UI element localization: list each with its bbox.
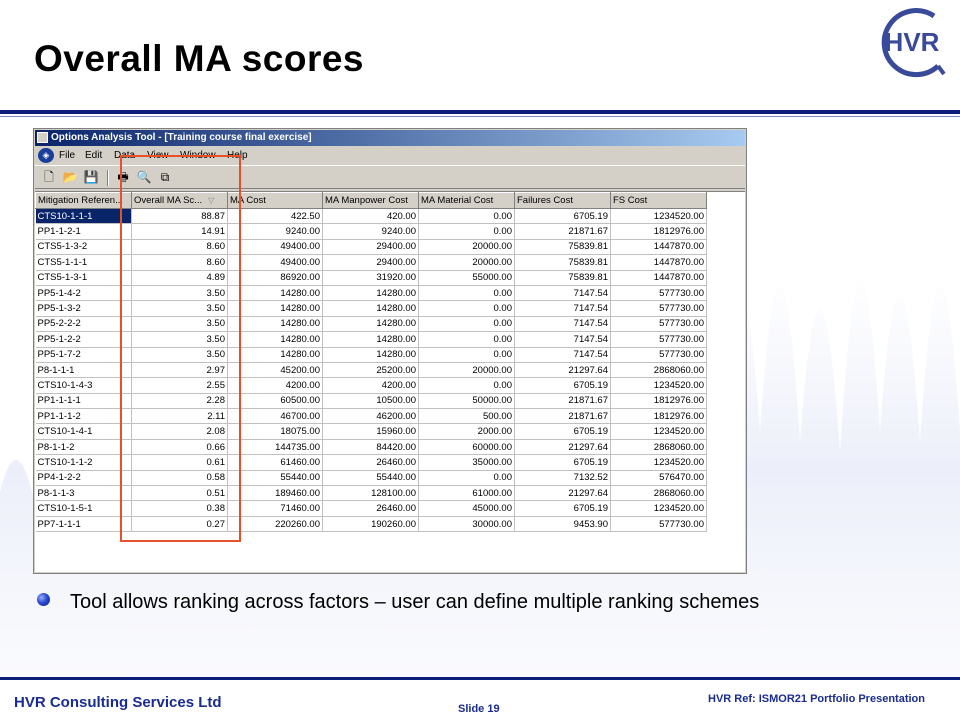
- value-cell[interactable]: 4200.00: [323, 378, 419, 393]
- mitigation-reference-cell[interactable]: PP1-1-1-1: [36, 393, 132, 408]
- table-row[interactable]: [36, 470, 707, 485]
- app-menu-icon[interactable]: ◈: [38, 148, 54, 163]
- table-row[interactable]: [36, 224, 707, 239]
- mitigation-reference-cell[interactable]: CTS10-1-1-1: [36, 209, 132, 224]
- value-cell[interactable]: 0.00: [419, 209, 515, 224]
- window-icon: [37, 132, 48, 143]
- slide-title: Overall MA scores: [34, 38, 365, 79]
- value-cell[interactable]: 21297.64: [515, 486, 611, 501]
- copy-icon[interactable]: ⧉: [160, 170, 170, 184]
- value-cell[interactable]: 49400.00: [228, 255, 323, 270]
- value-cell[interactable]: 20000.00: [419, 239, 515, 254]
- menu-window[interactable]: Window: [180, 150, 216, 161]
- value-cell[interactable]: 46200.00: [323, 409, 419, 424]
- value-cell[interactable]: 144735.00: [228, 439, 323, 454]
- value-cell[interactable]: 55440.00: [228, 470, 323, 485]
- value-cell[interactable]: 577730.00: [611, 316, 707, 331]
- value-cell[interactable]: 6705.19: [515, 501, 611, 516]
- mitigation-reference-cell[interactable]: PP4-1-2-2: [36, 470, 132, 485]
- value-cell[interactable]: 500.00: [419, 409, 515, 424]
- value-cell[interactable]: 4200.00: [228, 378, 323, 393]
- value-cell[interactable]: 4.89: [132, 270, 228, 285]
- table-row[interactable]: [36, 409, 707, 424]
- value-cell[interactable]: 0.27: [132, 516, 228, 531]
- column-header[interactable]: [323, 193, 419, 209]
- value-cell[interactable]: 7132.52: [515, 470, 611, 485]
- menu-edit[interactable]: Edit: [85, 150, 103, 161]
- mitigation-reference-cell[interactable]: PP5-1-3-2: [36, 301, 132, 316]
- menu-help[interactable]: Help: [227, 150, 248, 161]
- value-cell[interactable]: 21297.64: [515, 439, 611, 454]
- value-cell[interactable]: 6705.19: [515, 378, 611, 393]
- value-cell[interactable]: 577730.00: [611, 285, 707, 300]
- toolbar: [35, 165, 745, 189]
- value-cell[interactable]: 3.50: [132, 285, 228, 300]
- value-cell[interactable]: 14280.00: [323, 347, 419, 362]
- value-cell[interactable]: 0.00: [419, 316, 515, 331]
- open-icon[interactable]: 📂: [62, 170, 78, 184]
- value-cell[interactable]: 9240.00: [228, 224, 323, 239]
- value-cell[interactable]: 1447870.00: [611, 239, 707, 254]
- value-cell[interactable]: 14280.00: [228, 332, 323, 347]
- bullet-icon: [37, 593, 50, 606]
- value-cell[interactable]: 46700.00: [228, 409, 323, 424]
- value-cell[interactable]: 0.00: [419, 347, 515, 362]
- mitigation-reference-cell[interactable]: P8-1-1-1: [36, 362, 132, 377]
- value-cell[interactable]: 577730.00: [611, 332, 707, 347]
- value-cell[interactable]: 7147.54: [515, 301, 611, 316]
- value-cell[interactable]: 15960.00: [323, 424, 419, 439]
- value-cell[interactable]: 6705.19: [515, 455, 611, 470]
- value-cell[interactable]: 1812976.00: [611, 409, 707, 424]
- value-cell[interactable]: 9453.90: [515, 516, 611, 531]
- value-cell[interactable]: 14280.00: [228, 347, 323, 362]
- top-rule: [0, 110, 960, 114]
- column-header[interactable]: [419, 193, 515, 209]
- column-header[interactable]: [515, 193, 611, 209]
- value-cell[interactable]: 2.55: [132, 378, 228, 393]
- column-header-label: MA Cost: [230, 195, 266, 206]
- menu-file[interactable]: File: [59, 150, 76, 161]
- table-row[interactable]: [36, 301, 707, 316]
- value-cell[interactable]: 86920.00: [228, 270, 323, 285]
- value-cell[interactable]: 2000.00: [419, 424, 515, 439]
- table-row[interactable]: [36, 362, 707, 377]
- print-icon[interactable]: 🖶: [117, 170, 129, 184]
- value-cell[interactable]: 577730.00: [611, 301, 707, 316]
- value-cell[interactable]: 2868060.00: [611, 439, 707, 454]
- value-cell[interactable]: 29400.00: [323, 255, 419, 270]
- value-cell[interactable]: 26460.00: [323, 501, 419, 516]
- mitigation-reference-cell[interactable]: P8-1-1-2: [36, 439, 132, 454]
- mitigation-reference-cell[interactable]: PP7-1-1-1: [36, 516, 132, 531]
- value-cell[interactable]: 71460.00: [228, 501, 323, 516]
- column-header-label: FS Cost: [613, 195, 648, 206]
- value-cell[interactable]: 1234520.00: [611, 455, 707, 470]
- value-cell[interactable]: 0.00: [419, 301, 515, 316]
- table-row[interactable]: [36, 378, 707, 393]
- mitigation-reference-cell[interactable]: P8-1-1-3: [36, 486, 132, 501]
- mitigation-reference-cell[interactable]: CTS10-1-4-3: [36, 378, 132, 393]
- footer-slide-number: Slide 19: [458, 703, 500, 715]
- value-cell[interactable]: 0.00: [419, 285, 515, 300]
- mitigation-reference-cell[interactable]: PP1-1-1-2: [36, 409, 132, 424]
- logo-text: HVR: [884, 27, 940, 57]
- value-cell[interactable]: 14280.00: [323, 316, 419, 331]
- value-cell[interactable]: 3.50: [132, 316, 228, 331]
- value-cell[interactable]: 1812976.00: [611, 393, 707, 408]
- value-cell[interactable]: 0.00: [419, 224, 515, 239]
- value-cell[interactable]: 14280.00: [323, 332, 419, 347]
- value-cell[interactable]: 2.08: [132, 424, 228, 439]
- table-row[interactable]: [36, 486, 707, 501]
- column-header[interactable]: [228, 193, 323, 209]
- bullet-text: Tool allows ranking across factors – user can define multiple ranking schemes: [70, 591, 760, 613]
- value-cell[interactable]: 189460.00: [228, 486, 323, 501]
- value-cell[interactable]: 1234520.00: [611, 378, 707, 393]
- bottom-rule: [0, 677, 960, 680]
- mitigation-reference-cell[interactable]: CTS10-1-1-2: [36, 455, 132, 470]
- value-cell[interactable]: 88.87: [132, 209, 228, 224]
- window-title: Options Analysis Tool - [Training course final exercise]: [51, 132, 312, 143]
- value-cell[interactable]: 14280.00: [228, 285, 323, 300]
- value-cell[interactable]: 14280.00: [228, 316, 323, 331]
- top-rule-thin: [0, 116, 960, 117]
- value-cell[interactable]: 0.58: [132, 470, 228, 485]
- value-cell[interactable]: 1234520.00: [611, 501, 707, 516]
- table-row[interactable]: [36, 393, 707, 408]
- value-cell[interactable]: 60500.00: [228, 393, 323, 408]
- value-cell[interactable]: 7147.54: [515, 332, 611, 347]
- value-cell[interactable]: 0.51: [132, 486, 228, 501]
- mitigation-reference-cell[interactable]: CTS10-1-4-1: [36, 424, 132, 439]
- value-cell[interactable]: 1447870.00: [611, 270, 707, 285]
- value-cell[interactable]: 2.97: [132, 362, 228, 377]
- value-cell[interactable]: 3.50: [132, 301, 228, 316]
- footer-company: HVR Consulting Services Ltd: [14, 694, 222, 711]
- table-row[interactable]: [36, 332, 707, 347]
- column-header[interactable]: [36, 193, 132, 209]
- value-cell[interactable]: 75839.81: [515, 270, 611, 285]
- column-header-label: MA Manpower Cost: [325, 195, 408, 206]
- value-cell[interactable]: 190260.00: [323, 516, 419, 531]
- value-cell[interactable]: 14280.00: [323, 285, 419, 300]
- table-row[interactable]: [36, 270, 707, 285]
- value-cell[interactable]: 9240.00: [323, 224, 419, 239]
- value-cell[interactable]: 7147.54: [515, 347, 611, 362]
- value-cell[interactable]: 1234520.00: [611, 424, 707, 439]
- value-cell[interactable]: 55440.00: [323, 470, 419, 485]
- value-cell[interactable]: 0.00: [419, 470, 515, 485]
- value-cell[interactable]: 55000.00: [419, 270, 515, 285]
- sort-descending-icon: ▽: [208, 196, 215, 205]
- value-cell[interactable]: 577730.00: [611, 347, 707, 362]
- new-icon[interactable]: 🗋: [44, 170, 54, 184]
- value-cell[interactable]: 35000.00: [419, 455, 515, 470]
- print-preview-icon[interactable]: 🔍: [136, 170, 152, 184]
- header-row: [36, 193, 707, 209]
- value-cell[interactable]: 14280.00: [323, 301, 419, 316]
- value-cell[interactable]: 10500.00: [323, 393, 419, 408]
- mitigation-reference-cell[interactable]: CTS10-1-5-1: [36, 501, 132, 516]
- column-header-label: Overall MA Sc...: [134, 195, 203, 206]
- mitigation-reference-cell[interactable]: PP5-1-2-2: [36, 332, 132, 347]
- mitigation-reference-cell[interactable]: CTS5-1-1-1: [36, 255, 132, 270]
- value-cell[interactable]: 45000.00: [419, 501, 515, 516]
- value-cell[interactable]: 8.60: [132, 239, 228, 254]
- value-cell[interactable]: 75839.81: [515, 239, 611, 254]
- value-cell[interactable]: 45200.00: [228, 362, 323, 377]
- save-icon[interactable]: 💾: [83, 170, 99, 184]
- value-cell[interactable]: 25200.00: [323, 362, 419, 377]
- value-cell[interactable]: 49400.00: [228, 239, 323, 254]
- results-table: [35, 192, 707, 532]
- value-cell[interactable]: 0.66: [132, 439, 228, 454]
- menu-data[interactable]: Data: [114, 150, 136, 161]
- value-cell[interactable]: 20000.00: [419, 255, 515, 270]
- table-row[interactable]: [36, 255, 707, 270]
- column-header-label: Mitigation Referen...: [38, 195, 124, 206]
- value-cell[interactable]: 8.60: [132, 255, 228, 270]
- value-cell[interactable]: 220260.00: [228, 516, 323, 531]
- value-cell[interactable]: 1447870.00: [611, 255, 707, 270]
- value-cell[interactable]: 61000.00: [419, 486, 515, 501]
- value-cell[interactable]: 21871.67: [515, 409, 611, 424]
- table-row[interactable]: [36, 424, 707, 439]
- value-cell[interactable]: 576470.00: [611, 470, 707, 485]
- column-header[interactable]: [132, 193, 228, 209]
- column-header-label: Failures Cost: [517, 195, 573, 206]
- value-cell[interactable]: 6705.19: [515, 424, 611, 439]
- mitigation-reference-cell[interactable]: PP5-2-2-2: [36, 316, 132, 331]
- menubar: [35, 147, 745, 164]
- value-cell[interactable]: 21297.64: [515, 362, 611, 377]
- value-cell[interactable]: 0.00: [419, 378, 515, 393]
- value-cell[interactable]: 14280.00: [228, 301, 323, 316]
- mitigation-reference-cell[interactable]: CTS5-1-3-1: [36, 270, 132, 285]
- value-cell[interactable]: 7147.54: [515, 285, 611, 300]
- table-row[interactable]: [36, 316, 707, 331]
- value-cell[interactable]: 0.61: [132, 455, 228, 470]
- mitigation-reference-cell[interactable]: PP1-1-2-1: [36, 224, 132, 239]
- value-cell[interactable]: 420.00: [323, 209, 419, 224]
- value-cell[interactable]: 21871.67: [515, 393, 611, 408]
- value-cell[interactable]: 3.50: [132, 347, 228, 362]
- window-titlebar[interactable]: [35, 130, 745, 146]
- value-cell[interactable]: 1812976.00: [611, 224, 707, 239]
- value-cell[interactable]: 0.38: [132, 501, 228, 516]
- value-cell[interactable]: 422.50: [228, 209, 323, 224]
- footer-reference: HVR Ref: ISMOR21 Portfolio Presentation: [708, 693, 925, 705]
- column-header[interactable]: [611, 193, 707, 209]
- table-row[interactable]: [36, 285, 707, 300]
- value-cell[interactable]: 31920.00: [323, 270, 419, 285]
- value-cell[interactable]: 3.50: [132, 332, 228, 347]
- value-cell[interactable]: 2868060.00: [611, 362, 707, 377]
- table-row[interactable]: [36, 516, 707, 531]
- menu-view[interactable]: View: [147, 150, 169, 161]
- table-row[interactable]: [36, 455, 707, 470]
- mitigation-reference-cell[interactable]: PP5-1-4-2: [36, 285, 132, 300]
- value-cell[interactable]: 14.91: [132, 224, 228, 239]
- value-cell[interactable]: 577730.00: [611, 516, 707, 531]
- mitigation-reference-cell[interactable]: CTS5-1-3-2: [36, 239, 132, 254]
- options-analysis-window: [33, 128, 747, 574]
- value-cell[interactable]: 60000.00: [419, 439, 515, 454]
- value-cell[interactable]: 2.28: [132, 393, 228, 408]
- value-cell[interactable]: 26460.00: [323, 455, 419, 470]
- table-row[interactable]: [36, 347, 707, 362]
- table-row[interactable]: [36, 239, 707, 254]
- value-cell[interactable]: 84420.00: [323, 439, 419, 454]
- value-cell[interactable]: 75839.81: [515, 255, 611, 270]
- value-cell[interactable]: 18075.00: [228, 424, 323, 439]
- value-cell[interactable]: 21871.67: [515, 224, 611, 239]
- value-cell[interactable]: 30000.00: [419, 516, 515, 531]
- hvr-logo-icon: [876, 4, 948, 80]
- value-cell[interactable]: 50000.00: [419, 393, 515, 408]
- column-header-label: MA Material Cost: [421, 195, 494, 206]
- value-cell[interactable]: 7147.54: [515, 316, 611, 331]
- mitigation-reference-cell[interactable]: PP5-1-7-2: [36, 347, 132, 362]
- value-cell[interactable]: 20000.00: [419, 362, 515, 377]
- table-row[interactable]: [36, 209, 707, 224]
- table-row[interactable]: [36, 501, 707, 516]
- value-cell[interactable]: 61460.00: [228, 455, 323, 470]
- value-cell[interactable]: 6705.19: [515, 209, 611, 224]
- value-cell[interactable]: 1234520.00: [611, 209, 707, 224]
- value-cell[interactable]: 2868060.00: [611, 486, 707, 501]
- value-cell[interactable]: 2.11: [132, 409, 228, 424]
- table-row[interactable]: [36, 439, 707, 454]
- value-cell[interactable]: 0.00: [419, 332, 515, 347]
- toolbar-separator: [107, 170, 109, 186]
- results-grid: [35, 191, 745, 572]
- value-cell[interactable]: 29400.00: [323, 239, 419, 254]
- value-cell[interactable]: 128100.00: [323, 486, 419, 501]
